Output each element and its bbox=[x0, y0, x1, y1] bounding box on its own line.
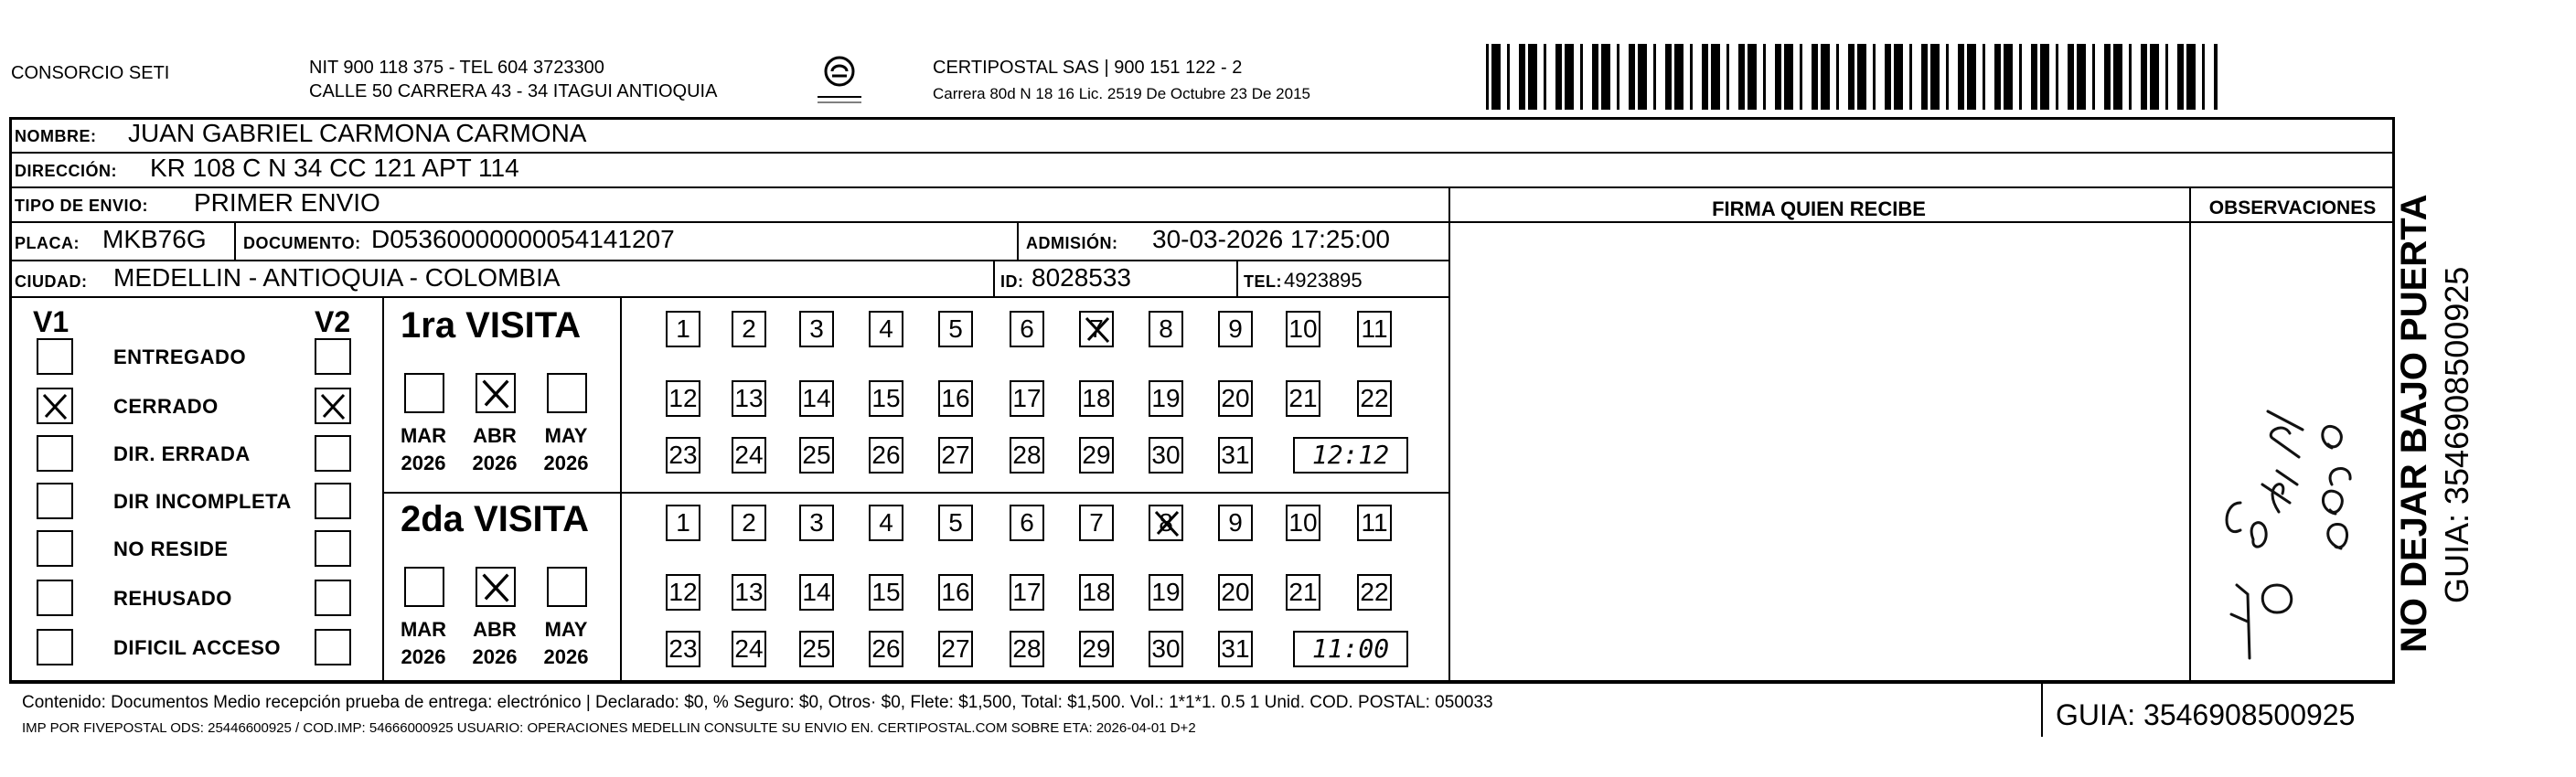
month-label-1-2: ABR bbox=[473, 424, 517, 447]
day-box-2-31[interactable] bbox=[1218, 631, 1253, 667]
city-value: MEDELLIN - ANTIOQUIA - COLOMBIA bbox=[113, 263, 561, 292]
day-label: 18 bbox=[1082, 384, 1111, 412]
day-label: 25 bbox=[802, 441, 831, 469]
day-box-1-20[interactable] bbox=[1218, 380, 1253, 417]
v1-checkbox-7[interactable] bbox=[37, 629, 73, 665]
status-label-5: NO RESIDE bbox=[113, 538, 229, 560]
day-box-1-29[interactable] bbox=[1079, 437, 1114, 474]
day-label: 11 bbox=[1361, 314, 1388, 343]
recipient-name: JUAN GABRIEL CARMONA CARMONA bbox=[128, 119, 587, 147]
certipostal-line: CERTIPOSTAL SAS | 900 151 122 - 2 bbox=[933, 58, 1243, 78]
city-label: CIUDAD: bbox=[15, 272, 88, 291]
certipostal-logo-icon bbox=[812, 53, 867, 108]
v1-checkbox-6[interactable] bbox=[37, 580, 73, 616]
visit-time-1: 12:12 bbox=[1311, 440, 1390, 470]
footer-guia: GUIA: 3546908500925 bbox=[2056, 698, 2356, 731]
address-row bbox=[11, 154, 2392, 188]
day-box-1-18[interactable] bbox=[1079, 380, 1114, 417]
day-box-2-4[interactable] bbox=[869, 505, 903, 541]
tel-label: TEL: bbox=[1244, 272, 1282, 291]
day-box-1-16[interactable] bbox=[938, 380, 973, 417]
day-box-1-14[interactable] bbox=[799, 380, 834, 417]
day-label: 19 bbox=[1151, 578, 1181, 606]
day-box-1-24[interactable] bbox=[732, 437, 766, 474]
day-label: 22 bbox=[1360, 384, 1389, 412]
footer-guia-divider bbox=[2041, 680, 2043, 737]
day-label: 8 bbox=[1159, 508, 1173, 537]
year-label-1-2: 2026 bbox=[472, 452, 518, 474]
v2-checkbox-3[interactable] bbox=[315, 435, 351, 472]
day-box-2-19[interactable] bbox=[1149, 574, 1183, 611]
day-label: 26 bbox=[871, 441, 901, 469]
admission-divider bbox=[1017, 223, 1019, 261]
day-box-1-6[interactable] bbox=[1010, 311, 1044, 347]
day-label: 1 bbox=[676, 508, 690, 537]
v1-checkbox-1[interactable] bbox=[37, 338, 73, 375]
day-box-2-30[interactable] bbox=[1149, 631, 1183, 667]
month-checkbox-1-2[interactable] bbox=[476, 373, 516, 413]
day-box-2-21[interactable] bbox=[1286, 574, 1320, 611]
status-label-6: REHUSADO bbox=[113, 587, 232, 610]
day-label: 4 bbox=[879, 508, 893, 537]
months-divider bbox=[620, 298, 622, 680]
day-label: 19 bbox=[1151, 384, 1181, 412]
month-label-1-3: MAY bbox=[544, 424, 588, 447]
day-box-1-4[interactable] bbox=[869, 311, 903, 347]
time-box-2[interactable] bbox=[1293, 631, 1408, 667]
month-checkbox-1-3[interactable] bbox=[547, 373, 587, 413]
day-label: 26 bbox=[871, 634, 901, 663]
day-label: 1 bbox=[676, 314, 690, 343]
day-box-2-24[interactable] bbox=[732, 631, 766, 667]
v1-checkbox-5[interactable] bbox=[37, 530, 73, 567]
day-label: 29 bbox=[1082, 441, 1111, 469]
id-value: 8028533 bbox=[1031, 263, 1132, 292]
day-label: 7 bbox=[1089, 508, 1104, 537]
status-label-2: CERRADO bbox=[113, 395, 219, 418]
day-label: 2 bbox=[742, 508, 756, 537]
day-box-1-28[interactable] bbox=[1010, 437, 1044, 474]
day-box-2-8[interactable] bbox=[1149, 505, 1183, 541]
day-box-2-25[interactable] bbox=[799, 631, 834, 667]
day-label: 10 bbox=[1288, 314, 1318, 343]
day-box-2-13[interactable] bbox=[732, 574, 766, 611]
day-box-1-21[interactable] bbox=[1286, 380, 1320, 417]
day-box-2-18[interactable] bbox=[1079, 574, 1114, 611]
name-row bbox=[11, 119, 2392, 154]
v2-checkbox-7[interactable] bbox=[315, 629, 351, 665]
day-label: 22 bbox=[1360, 578, 1389, 606]
day-label: 12 bbox=[668, 384, 698, 412]
month-label-2-3: MAY bbox=[544, 618, 588, 641]
day-box-2-28[interactable] bbox=[1010, 631, 1044, 667]
day-box-1-23[interactable] bbox=[666, 437, 700, 474]
month-label-2-2: ABR bbox=[473, 618, 517, 641]
barcode bbox=[1486, 44, 2218, 110]
day-label: 27 bbox=[941, 634, 970, 663]
day-box-1-10[interactable] bbox=[1286, 311, 1320, 347]
day-label: 27 bbox=[941, 441, 970, 469]
day-box-2-17[interactable] bbox=[1010, 574, 1044, 611]
day-box-2-23[interactable] bbox=[666, 631, 700, 667]
status-label-3: DIR. ERRADA bbox=[113, 442, 251, 465]
id-label: ID: bbox=[1000, 272, 1024, 291]
day-box-2-1[interactable] bbox=[666, 505, 700, 541]
day-label: 3 bbox=[809, 508, 824, 537]
v2-checkbox-5[interactable] bbox=[315, 530, 351, 567]
day-box-1-31[interactable] bbox=[1218, 437, 1253, 474]
v1-checkbox-3[interactable] bbox=[37, 435, 73, 472]
signature-title: FIRMA QUIEN RECIBE bbox=[1712, 197, 1926, 220]
day-box-2-5[interactable] bbox=[938, 505, 973, 541]
day-box-2-20[interactable] bbox=[1218, 574, 1253, 611]
v1-label: V1 bbox=[33, 305, 69, 338]
address-label: DIRECCIÓN: bbox=[15, 162, 117, 180]
day-box-1-5[interactable] bbox=[938, 311, 973, 347]
v2-checkbox-6[interactable] bbox=[315, 580, 351, 616]
day-label: 28 bbox=[1012, 634, 1042, 663]
day-label: 9 bbox=[1228, 314, 1243, 343]
shipping-type: PRIMER ENVIO bbox=[194, 188, 380, 217]
day-label: 5 bbox=[948, 508, 963, 537]
nit-line: NIT 900 118 375 - TEL 604 3723300 bbox=[309, 58, 604, 78]
day-box-2-11[interactable] bbox=[1357, 505, 1392, 541]
day-box-1-3[interactable] bbox=[799, 311, 834, 347]
day-label: 13 bbox=[734, 578, 764, 606]
city-row bbox=[11, 261, 1448, 298]
day-box-1-27[interactable] bbox=[938, 437, 973, 474]
day-box-2-6[interactable] bbox=[1010, 505, 1044, 541]
day-label: 6 bbox=[1020, 314, 1034, 343]
day-label: 21 bbox=[1288, 578, 1318, 606]
shipping-row bbox=[11, 188, 1448, 223]
v2-checkbox-4[interactable] bbox=[315, 483, 351, 519]
month-checkbox-1-1[interactable] bbox=[404, 373, 444, 413]
day-label: 16 bbox=[941, 384, 970, 412]
year-label-2-3: 2026 bbox=[543, 645, 589, 668]
day-box-1-13[interactable] bbox=[732, 380, 766, 417]
day-box-2-9[interactable] bbox=[1218, 505, 1253, 541]
day-box-1-11[interactable] bbox=[1357, 311, 1392, 347]
day-box-2-10[interactable] bbox=[1286, 505, 1320, 541]
signature-header-line bbox=[1448, 221, 2392, 223]
status-label-4: DIR INCOMPLETA bbox=[113, 490, 292, 513]
v1-checkbox-4[interactable] bbox=[37, 483, 73, 519]
v2-checkbox-2[interactable] bbox=[315, 388, 351, 424]
day-box-1-26[interactable] bbox=[869, 437, 903, 474]
day-label: 30 bbox=[1151, 441, 1181, 469]
day-label: 21 bbox=[1288, 384, 1318, 412]
admission-label: ADMISIÓN: bbox=[1026, 234, 1118, 252]
shipping-label: TIPO DE ENVIO: bbox=[15, 197, 149, 215]
year-label-2-2: 2026 bbox=[472, 645, 518, 668]
day-box-1-22[interactable] bbox=[1357, 380, 1392, 417]
day-label: 23 bbox=[668, 634, 698, 663]
day-label: 20 bbox=[1221, 578, 1250, 606]
content-line: Contenido: Documentos Medio recepción prueba de entrega: electrónico | Declarado: $0, % Seguro: $0, Otros· $0, Flete: $1,500, Total: $1,500. Vol.: 1*1*1. 0.5 1 Unid. COD. POSTAL: 050033 bbox=[22, 693, 1493, 712]
day-label: 17 bbox=[1012, 578, 1042, 606]
plate-divider bbox=[234, 223, 236, 261]
day-label: 31 bbox=[1221, 441, 1250, 469]
v2-label: V2 bbox=[315, 305, 351, 338]
left-area-divider bbox=[1448, 188, 1450, 680]
day-label: 13 bbox=[734, 384, 764, 412]
year-label-1-1: 2026 bbox=[401, 452, 446, 474]
day-label: 5 bbox=[948, 314, 963, 343]
day-box-1-19[interactable] bbox=[1149, 380, 1183, 417]
month-checkbox-2-3[interactable] bbox=[547, 567, 587, 607]
day-label: 6 bbox=[1020, 508, 1034, 537]
day-box-2-22[interactable] bbox=[1357, 574, 1392, 611]
status-label-7: DIFICIL ACCESO bbox=[113, 636, 282, 659]
day-box-1-2[interactable] bbox=[732, 311, 766, 347]
day-box-2-3[interactable] bbox=[799, 505, 834, 541]
day-box-1-15[interactable] bbox=[869, 380, 903, 417]
day-label: 3 bbox=[809, 314, 824, 343]
visit-divider bbox=[382, 492, 1448, 494]
month-label-1-1: MAR bbox=[400, 424, 447, 447]
year-label-1-3: 2026 bbox=[543, 452, 589, 474]
admission-value: 30-03-2026 17:25:00 bbox=[1152, 225, 1390, 253]
day-label: 16 bbox=[941, 578, 970, 606]
visit-time-2: 11:00 bbox=[1311, 633, 1390, 664]
day-box-1-12[interactable] bbox=[666, 380, 700, 417]
day-label: 25 bbox=[802, 634, 831, 663]
recipient-address: KR 108 C N 34 CC 121 APT 114 bbox=[150, 154, 519, 182]
name-label: NOMBRE: bbox=[15, 127, 97, 145]
day-box-2-29[interactable] bbox=[1079, 631, 1114, 667]
day-label: 12 bbox=[668, 578, 698, 606]
v1-checkbox-2[interactable] bbox=[37, 388, 73, 424]
day-label: 14 bbox=[802, 578, 831, 606]
day-label: 18 bbox=[1082, 578, 1111, 606]
address-line: CALLE 50 CARRERA 43 - 34 ITAGUI ANTIOQUIA bbox=[309, 81, 718, 101]
day-label: 2 bbox=[742, 314, 756, 343]
day-label: 15 bbox=[871, 578, 901, 606]
plate-label: PLACA: bbox=[15, 234, 80, 252]
day-box-1-25[interactable] bbox=[799, 437, 834, 474]
day-label: 28 bbox=[1012, 441, 1042, 469]
imp-line: IMP POR FIVEPOSTAL ODS: 25446600925 / COD.IMP: 54666000925 USUARIO: OPERACIONES MEDELLIN CONSULTE SU ENVIO EN. CERTIPOSTAL.COM SOBRE ETA: 2026-04-01 D+2 bbox=[22, 720, 1196, 736]
day-label: 24 bbox=[734, 634, 764, 663]
day-label: 4 bbox=[879, 314, 893, 343]
day-label: 24 bbox=[734, 441, 764, 469]
year-label-2-1: 2026 bbox=[401, 645, 446, 668]
day-label: 31 bbox=[1221, 634, 1250, 663]
day-label: 10 bbox=[1288, 508, 1318, 537]
day-box-2-26[interactable] bbox=[869, 631, 903, 667]
plate-value: MKB76G bbox=[102, 225, 207, 253]
day-box-1-9[interactable] bbox=[1218, 311, 1253, 347]
day-box-2-15[interactable] bbox=[869, 574, 903, 611]
license-line: Carrera 80d N 18 16 Lic. 2519 De Octubre 23 De 2015 bbox=[933, 85, 1310, 102]
day-label: 7 bbox=[1089, 314, 1104, 343]
day-label: 30 bbox=[1151, 634, 1181, 663]
visit-title-1: 1ra VISITA bbox=[401, 305, 582, 346]
status-divider bbox=[382, 298, 384, 680]
tel-value: 4923895 bbox=[1284, 269, 1363, 292]
month-checkbox-2-1[interactable] bbox=[404, 567, 444, 607]
day-box-2-7[interactable] bbox=[1079, 505, 1114, 541]
company-name: CONSORCIO SETI bbox=[11, 63, 170, 83]
side-warning: NO DEJAR BAJO PUERTA bbox=[2394, 194, 2434, 653]
month-label-2-1: MAR bbox=[400, 618, 447, 641]
day-box-2-12[interactable] bbox=[666, 574, 700, 611]
day-label: 14 bbox=[802, 384, 831, 412]
day-label: 8 bbox=[1159, 314, 1173, 343]
month-checkbox-2-2[interactable] bbox=[476, 567, 516, 607]
day-box-2-2[interactable] bbox=[732, 505, 766, 541]
document-label: DOCUMENTO: bbox=[243, 234, 361, 252]
day-box-1-17[interactable] bbox=[1010, 380, 1044, 417]
day-label: 9 bbox=[1228, 508, 1243, 537]
day-label: 20 bbox=[1221, 384, 1250, 412]
day-box-1-7[interactable] bbox=[1079, 311, 1114, 347]
time-box-1[interactable] bbox=[1293, 437, 1408, 474]
day-box-1-30[interactable] bbox=[1149, 437, 1183, 474]
day-box-2-14[interactable] bbox=[799, 574, 834, 611]
document-value: D05360000000054141207 bbox=[371, 225, 675, 253]
plate-row bbox=[11, 223, 1448, 261]
day-box-2-27[interactable] bbox=[938, 631, 973, 667]
status-label-1: ENTREGADO bbox=[113, 346, 247, 368]
tel-divider bbox=[1236, 261, 1238, 298]
day-label: 29 bbox=[1082, 634, 1111, 663]
handwritten-note bbox=[2195, 320, 2387, 667]
day-box-2-16[interactable] bbox=[938, 574, 973, 611]
id-divider bbox=[993, 261, 995, 298]
day-label: 11 bbox=[1361, 508, 1388, 537]
day-box-1-1[interactable] bbox=[666, 311, 700, 347]
side-guia: GUIA: 3546908500925 bbox=[2438, 266, 2475, 603]
day-box-1-8[interactable] bbox=[1149, 311, 1183, 347]
observations-title: OBSERVACIONES bbox=[2208, 197, 2377, 218]
v2-checkbox-1[interactable] bbox=[315, 338, 351, 375]
day-label: 23 bbox=[668, 441, 698, 469]
day-label: 15 bbox=[871, 384, 901, 412]
day-label: 17 bbox=[1012, 384, 1042, 412]
footer-top-line bbox=[11, 680, 2392, 682]
visit-title-2: 2da VISITA bbox=[401, 499, 589, 539]
observations-divider bbox=[2189, 188, 2191, 680]
